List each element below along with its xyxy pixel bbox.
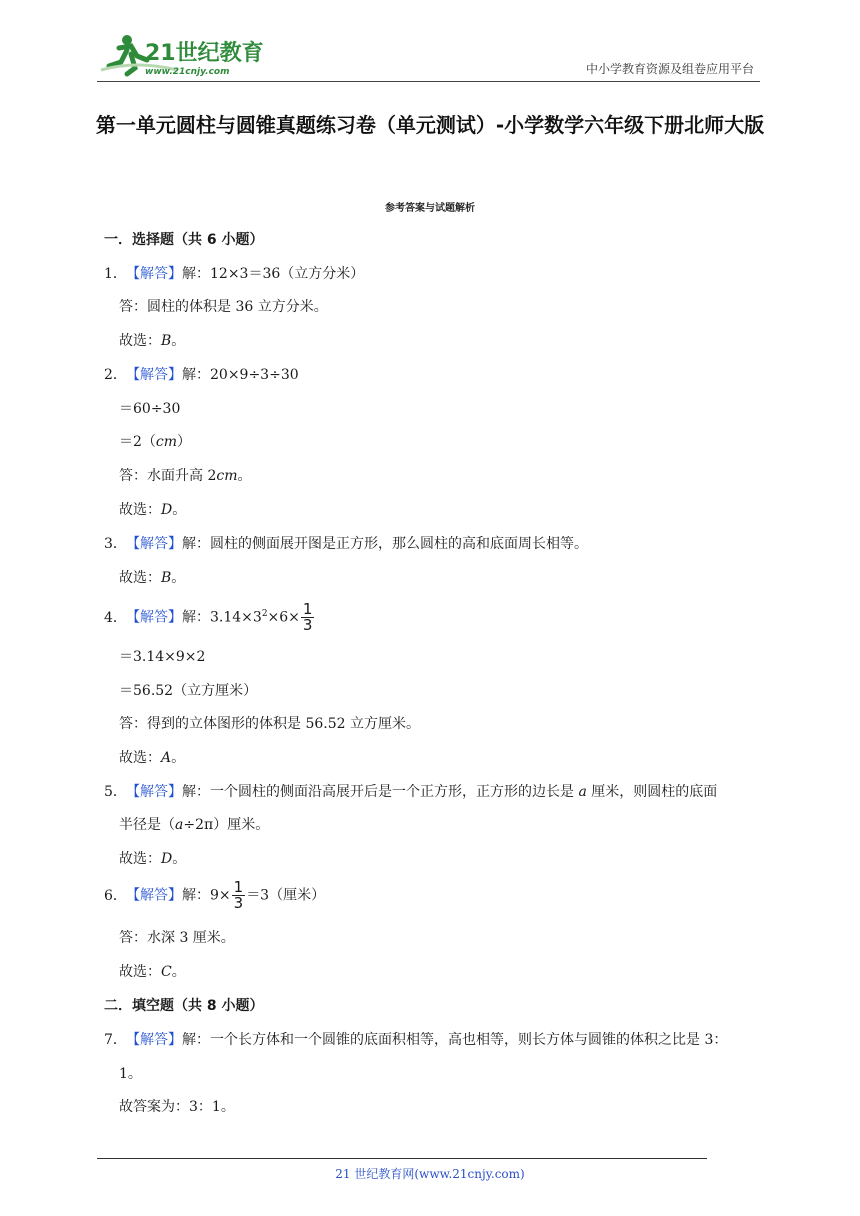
logo-url: www.21cnjy.com: [145, 67, 230, 77]
footer-link[interactable]: 21 世纪教育网(www.21cnjy.com): [335, 1167, 525, 1181]
question-4-step2: ＝3.14×9×2: [119, 649, 206, 665]
question-7: 7．【解答】解：一个长方体和一个圆锥的底面积相等，高也相等，则长方体与圆锥的体积之比是 3：: [104, 1032, 728, 1048]
question-6-answer: 答：水深 3 厘米。: [119, 930, 235, 946]
question-1-answer: 答：圆柱的体积是 36 立方分米。: [119, 299, 328, 315]
fraction: $\frac{1}{3}$: [233, 878, 244, 912]
question-1: 1．【解答】解：12×3＝36（立方分米）: [104, 266, 365, 282]
page-header: [97, 30, 760, 82]
answer-tag: 【解答】: [126, 609, 182, 626]
question-3-choice: 故选：B。: [119, 570, 186, 586]
site-logo: [97, 30, 267, 78]
question-2-step2: ＝60÷30: [119, 401, 181, 417]
answer-tag: 【解答】: [126, 887, 182, 904]
page-subtitle: 参考答案与试题解析: [385, 203, 475, 214]
question-2-choice: 故选：D。: [119, 502, 187, 518]
question-4: 4．【解答】解：$3.14\times 3^2\times 6\times$ $\frac{1}{3}$: [104, 600, 313, 634]
question-7-line2: 1。: [119, 1066, 142, 1082]
question-7-answer: 故答案为：3：1。: [119, 1099, 235, 1115]
footer-rule: [97, 1158, 707, 1159]
section-heading-fill: 二．填空题（共 8 小题）: [104, 998, 264, 1014]
section-heading-choice: 一．选择题（共 6 小题）: [104, 232, 264, 248]
question-4-answer: 答：得到的立体图形的体积是 56.52 立方厘米。: [119, 716, 420, 732]
question-5-line2: 半径是（a÷2π）厘米。: [119, 817, 270, 833]
question-5: 5．【解答】解：一个圆柱的侧面沿高展开后是一个正方形，正方形的边长是 a 厘米，则圆柱的底面: [104, 784, 718, 800]
question-3: 3．【解答】解：圆柱的侧面展开图是正方形，那么圆柱的高和底面周长相等。: [104, 536, 588, 552]
platform-name: 中小学教育资源及组卷应用平台: [585, 62, 754, 76]
page-title: 第一单元圆柱与圆锥真题练习卷（单元测试）-小学数学六年级下册北师大版: [95, 113, 765, 137]
answer-tag: 【解答】: [126, 266, 182, 282]
question-4-choice: 故选：A。: [119, 750, 186, 766]
question-6-choice: 故选：C。: [119, 964, 186, 980]
answer-tag: 【解答】: [126, 1032, 182, 1048]
fraction: $\frac{1}{3}$: [302, 600, 313, 634]
logo-text: 21世纪教育: [145, 41, 264, 66]
answer-tag: 【解答】: [126, 367, 182, 383]
question-1-choice: 故选：B。: [119, 333, 186, 349]
answer-tag: 【解答】: [126, 784, 182, 800]
answer-tag: 【解答】: [126, 536, 182, 552]
question-2-answer: 答：水面升高 2cm。: [119, 468, 252, 484]
header-rule: [97, 81, 760, 82]
question-4-step3: ＝56.52（立方厘米）: [119, 683, 258, 699]
question-6: 6．【解答】解：9× $\frac{1}{3}$ ＝3（厘米）: [104, 878, 326, 912]
question-5-choice: 故选：D。: [119, 851, 187, 867]
question-2-step3: ＝2（cm）: [119, 434, 192, 450]
question-2: 2．【解答】解：20×9÷3÷30: [104, 367, 299, 383]
